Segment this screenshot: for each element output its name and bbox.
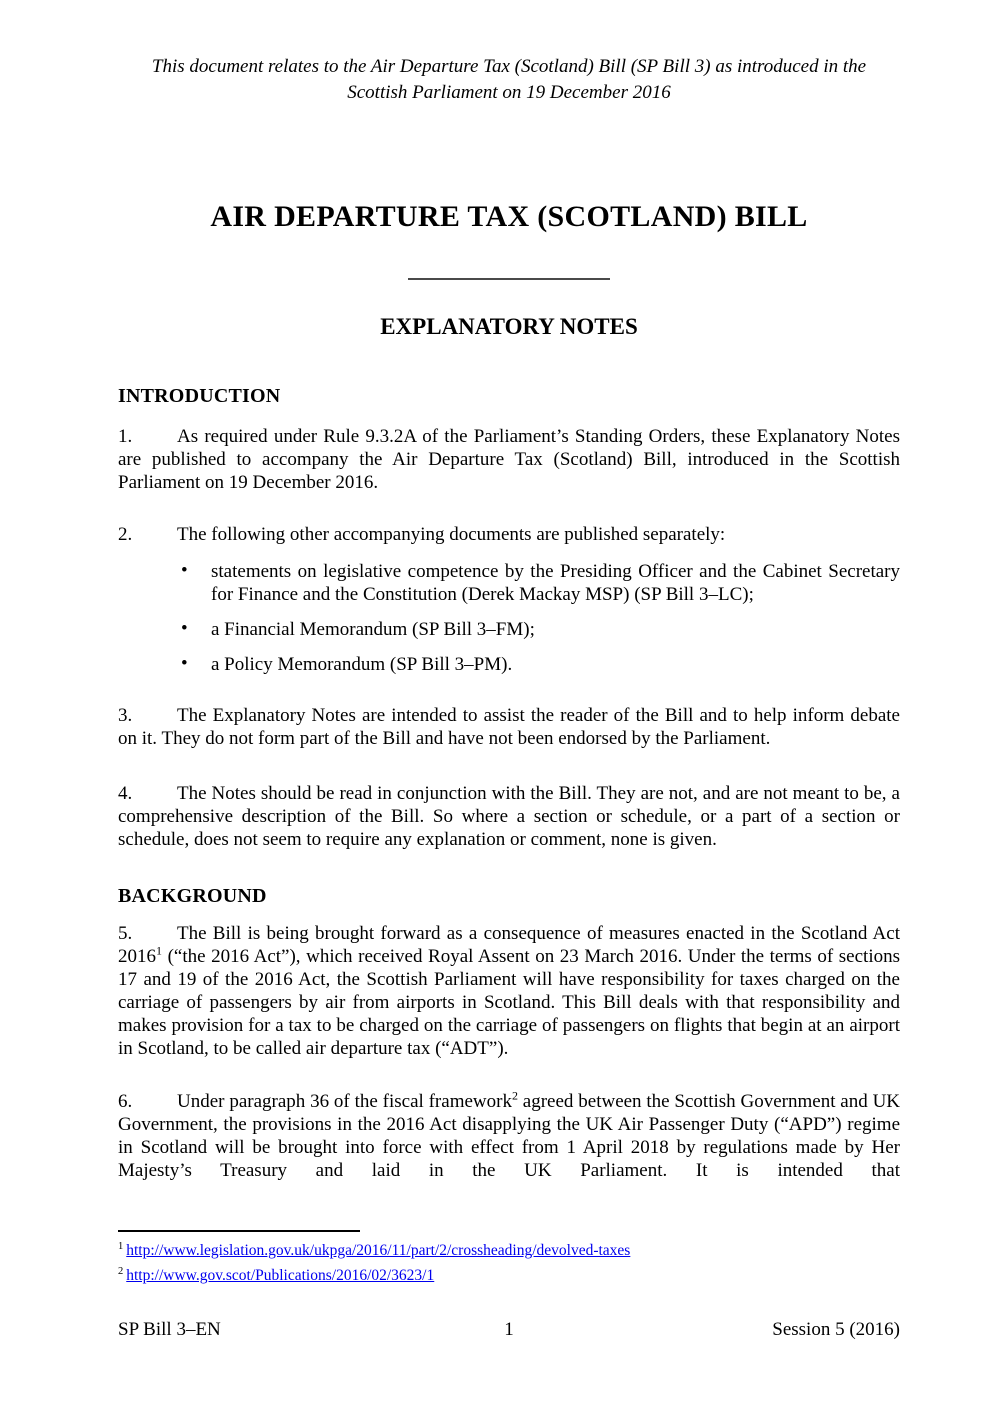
footnote-marker: 1 <box>118 1240 124 1252</box>
accompanying-documents-list <box>118 560 900 676</box>
header-note: This document relates to the Air Departure Tax (Scotland) Bill (SP Bill 3) as introduced in the Scottish Parliament on 19 December 2016 <box>151 56 867 103</box>
paragraph-number: 5. <box>118 923 133 944</box>
paragraph-text: (“the 2016 Act”), which received Royal Assent on 23 March 2016. Under the terms of sections 17 and 19 of the 2016 Act, the Scottish Parliament will have responsibility for taxes charged on the carriage of passengers by air from airports in Scotland. This Bill deals with that responsibility and makes provision for a tax to be charged on the carriage of passengers on flights that begin at an airport in Scotland, to be called air departure tax (“ADT”). <box>118 946 900 1059</box>
paragraph-text: agreed between the Scottish Government and UK Government, the provisions in the 2016 Act disapplying the UK Air Passenger Duty (“APD”) regime in Scotland will be brought into force with effect from 1 April 2018 by regulations made by Her Majesty’s Treasury and laid in the UK Parliament. It is intended that <box>118 1091 901 1181</box>
paragraph-number: 2. <box>118 524 133 545</box>
subtitle: EXPLANATORY NOTES <box>380 314 638 339</box>
paragraph-text: The Notes should be read in conjunction with the Bill. They are not, and are not meant to be, a comprehensive description of the Bill. So where a section or schedule, or a part of a section or schedule, does not seem to require any explanation or comment, none is given. <box>118 783 900 850</box>
bullet-item <box>118 653 900 676</box>
paragraph-number: 1. <box>118 426 133 447</box>
page-footer <box>118 1318 900 1341</box>
footnotes-block <box>118 1230 900 1288</box>
footnote-2 <box>118 1263 900 1288</box>
paragraph-number: 6. <box>118 1091 133 1112</box>
paragraph-text: The Explanatory Notes are intended to assist the reader of the Bill and to help inform debate on it. They do not form part of the Bill and have not been endorsed by the Parliament. <box>118 705 900 749</box>
paragraph-text: The Bill is being brought forward as a consequence of measures enacted in the Scotland Act 2016 <box>118 923 900 967</box>
section-heading-background: BACKGROUND <box>118 885 267 907</box>
paragraph-number: 3. <box>118 705 133 726</box>
paragraph-text: Under paragraph 36 of the fiscal framework <box>177 1091 512 1112</box>
title-divider <box>408 278 610 280</box>
paragraph-1 <box>118 425 900 494</box>
bullet-item <box>118 618 900 641</box>
paragraph-text: The following other accompanying documents are published separately: <box>177 524 726 545</box>
footnote-ref-2: 2 <box>511 1088 518 1103</box>
bullet-text: a Financial Memorandum (SP Bill 3–FM); <box>211 619 535 640</box>
bullet-text: statements on legislative competence by the Presiding Officer and the Cabinet Secretary for Finance and the Constitution (Derek Mackay MSP) (SP Bill 3–LC); <box>211 561 900 605</box>
footer-page-number: 1 <box>504 1319 514 1340</box>
paragraph-2 <box>118 523 900 546</box>
paragraph-number: 4. <box>118 783 133 804</box>
footer-session: Session 5 (2016) <box>772 1319 900 1340</box>
section-heading-introduction: INTRODUCTION <box>118 385 281 407</box>
bullet-item <box>118 560 900 606</box>
bullet-text: a Policy Memorandum (SP Bill 3–PM). <box>211 654 513 675</box>
footnote-ref-1: 1 <box>156 943 162 958</box>
footnote-link-legislation[interactable]: http://www.legislation.gov.uk/ukpga/2016/11/part/2/crossheading/devolved-taxes <box>126 1242 631 1259</box>
paragraph-text: As required under Rule 9.3.2A of the Parliament’s Standing Orders, these Explanatory Notes are published to accompany the Air Departure Tax (Scotland) Bill, introduced in the Scottish Parliament on 19 December 2016. <box>118 426 900 493</box>
paragraph-4 <box>118 782 900 851</box>
footnote-marker: 2 <box>118 1265 124 1277</box>
footnote-separator <box>118 1230 360 1232</box>
paragraph-5 <box>118 922 900 1060</box>
paragraph-3 <box>118 704 900 750</box>
footer-bill-reference: SP Bill 3–EN <box>118 1319 221 1340</box>
footnote-link-gov-scot[interactable]: http://www.gov.scot/Publications/2016/02/3623/1 <box>126 1267 435 1284</box>
page-title: AIR DEPARTURE TAX (SCOTLAND) BILL <box>210 200 808 233</box>
paragraph-6 <box>118 1090 900 1182</box>
footnote-1 <box>118 1238 900 1263</box>
